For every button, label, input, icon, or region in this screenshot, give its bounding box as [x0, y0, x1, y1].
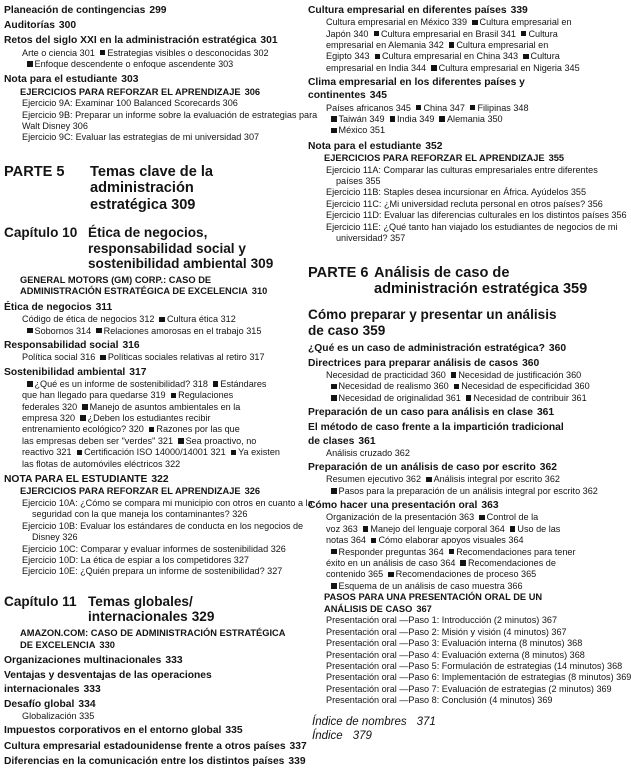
toc-entry[interactable]: Nota para el estudiante 303: [4, 74, 139, 86]
toc-subentries: Necesidad de originalidad 361 Necesidad de contribuir 361: [308, 393, 596, 404]
toc-step[interactable]: Presentación oral —Paso 5: Formulación de estrategias (14 minutos) 368: [326, 661, 623, 672]
toc-exercise-cont: países 355: [336, 176, 381, 187]
bullet-square-icon: [331, 116, 337, 122]
toc-entry[interactable]: Retos del siglo XXI en la administración estratégica 301: [4, 35, 278, 47]
part-6-heading[interactable]: PARTE 6 Análisis de caso de administración estratégica 359: [308, 264, 588, 297]
index-links: [308, 715, 596, 743]
toc-subentries: reactivo 321 Certificación ISO 14000/14001 321 Ya existen: [22, 447, 280, 458]
toc-exercise[interactable]: Ejercicio 11D: Evaluar las diferencias culturales en los distintos países 356: [326, 210, 627, 221]
toc-entry[interactable]: Clima empresarial en los diferentes países y continentes 345: [308, 77, 525, 102]
toc-subentries: federales 320 Manejo de asuntos ambientales en la: [22, 401, 241, 412]
toc-subentries: Enfoque descendente o enfoque ascendente 303: [4, 59, 294, 70]
bullet-square-icon: [449, 42, 455, 48]
toc-exercise[interactable]: Ejercicio 10E: ¿Quién prepara un informe de sostenibilidad? 327: [22, 566, 283, 577]
toc-subentries: Necesidad de realismo 360 Necesidad de especificidad 360: [308, 381, 596, 392]
toc-entry[interactable]: Preparación de un caso para análisis en clase 361: [308, 407, 555, 419]
bullet-square-icon: [431, 65, 437, 71]
toc-subentries: Responder preguntas 364 Recomendaciones para tener: [308, 547, 596, 558]
toc-entry[interactable]: Ética de negocios 311: [4, 302, 113, 314]
toc-subentries: Código de ética de negocios 312 Cultura ética 312: [22, 314, 236, 325]
toc-entry[interactable]: Auditorías 300: [4, 20, 77, 32]
bullet-square-icon: [466, 395, 472, 401]
toc-subentries: voz 363 Manejo del lenguaje corporal 364 Uso de las: [326, 523, 561, 534]
bullet-square-icon: [331, 128, 337, 134]
toc-exercise[interactable]: Ejercicio 9C: Evaluar las estrategias de mi universidad 307: [22, 132, 260, 143]
toc-step[interactable]: Presentación oral —Paso 2: Misión y visión (4 minutos) 367: [326, 626, 567, 637]
toc-subentries: Egipto 343 Cultura empresarial en China 343 Cultura: [326, 51, 560, 62]
toc-entry[interactable]: NOTA PARA EL ESTUDIANTE 322: [4, 474, 169, 486]
toc-exercises-heading[interactable]: EJERCICIOS PARA REFORZAR EL APRENDIZAJE 355: [324, 153, 565, 164]
bullet-square-icon: [451, 372, 457, 378]
subject-index-link[interactable]: Índice 379: [312, 729, 372, 742]
bullet-square-icon: [331, 549, 337, 555]
toc-subentries: empresarial en Alemania 342 Cultura empresarial en: [326, 40, 549, 51]
toc-entry[interactable]: Nota para el estudiante 352: [308, 140, 443, 152]
bullet-square-icon: [159, 317, 165, 323]
bullet-square-icon: [470, 105, 476, 111]
toc-subentries: Organización de la presentación 363 Control de la: [326, 512, 539, 523]
toc-subentries: Taiwán 349 India 349 Alemania 350: [308, 114, 596, 125]
bullet-square-icon: [80, 415, 86, 421]
toc-subentries: Sobornos 314 Relaciones amorosas en el trabajo 315: [4, 326, 294, 337]
toc-subentries: Globalización 335: [22, 710, 95, 721]
bullet-square-icon: [523, 54, 529, 60]
toc-subentries: Análisis cruzado 362: [326, 447, 410, 458]
toc-subentries: éxito en un análisis de caso 364 Recomendaciones de: [326, 557, 556, 568]
toc-case-heading[interactable]: GENERAL MOTORS (GM) CORP.: CASO DE ADMINISTRACIÓN ESTRATÉGICA DE EXCELENCIA 310: [20, 274, 268, 297]
toc-subentries: ¿Qué es un informe de sostenibilidad? 318 Estándares: [4, 379, 294, 390]
toc-step[interactable]: Presentación oral —Paso 4: Evaluación externa (8 minutos) 368: [326, 649, 585, 660]
bullet-square-icon: [96, 328, 102, 334]
bullet-square-icon: [426, 477, 432, 483]
toc-exercise[interactable]: Ejercicio 10A: ¿Cómo se compara mi municipio con otros en cuanto a la: [22, 497, 313, 508]
bullet-square-icon: [331, 384, 337, 390]
toc-entry[interactable]: Planeación de contingencias 299: [4, 5, 167, 16]
toc-exercises-heading[interactable]: EJERCICIOS PARA REFORZAR EL APRENDIZAJE 306: [20, 86, 261, 97]
bullet-square-icon: [178, 438, 184, 444]
toc-entry[interactable]: Ventajas y desventajas de las operaciones internacionales 333: [4, 670, 212, 695]
toc-exercise-cont: Walt Disney 306: [22, 121, 88, 132]
toc-entry[interactable]: Directrices para preparar análisis de casos 360: [308, 357, 540, 369]
toc-exercise-cont: seguridad con la que maneja los contaminantes? 326: [32, 509, 248, 520]
bullet-square-icon: [454, 384, 460, 390]
toc-exercise[interactable]: Ejercicio 10C: Comparar y evaluar informes de sostenibilidad 326: [22, 543, 286, 554]
toc-entry[interactable]: El método de caso frente a la impartición tradicional de clases 361: [308, 422, 564, 447]
bullet-square-icon: [479, 515, 485, 521]
toc-step[interactable]: Presentación oral —Paso 8: Conclusión (4 minutos) 369: [326, 695, 553, 706]
bullet-square-icon: [363, 526, 369, 532]
bullet-square-icon: [27, 328, 33, 334]
toc-entry[interactable]: Preparación de un análisis de caso por escrito 362: [308, 462, 557, 474]
toc-step[interactable]: Presentación oral —Paso 3: Evaluación interna (8 minutos) 368: [326, 638, 583, 649]
bullet-square-icon: [390, 116, 396, 122]
toc-subentries: Japón 340 Cultura empresarial en Brasil 341 Cultura: [326, 28, 558, 39]
bullet-square-icon: [521, 31, 527, 37]
bullet-square-icon: [27, 61, 33, 67]
bullet-square-icon: [331, 583, 337, 589]
toc-subentries: Cultura empresarial en México 339 Cultura empresarial en: [326, 17, 572, 28]
toc-exercise[interactable]: Ejercicio 9B: Preparar un informe sobre la evaluación de estrategias para: [22, 109, 318, 120]
toc-exercise[interactable]: Ejercicio 11C: ¿Mi universidad recluta personal en otros países? 356: [326, 198, 603, 209]
bullet-square-icon: [416, 105, 422, 111]
toc-entry[interactable]: Cómo hacer una presentación oral 363: [308, 500, 499, 512]
bullet-square-icon: [388, 572, 394, 578]
bullet-square-icon: [100, 355, 106, 361]
bullet-square-icon: [331, 488, 337, 494]
toc-subentries: empresarial en India 344 Cultura empresarial en Nigeria 345: [326, 62, 580, 73]
toc-left-column: [4, 4, 318, 768]
toc-exercise-cont: Disney 326: [32, 532, 78, 543]
toc-entry[interactable]: Responsabilidad social 316: [4, 340, 140, 352]
bullet-square-icon: [449, 549, 455, 555]
bullet-square-icon: [27, 381, 33, 387]
bullet-square-icon: [371, 538, 377, 544]
bullet-square-icon: [331, 395, 337, 401]
toc-subentries: contenido 365 Recomendaciones de proceso 365: [326, 569, 537, 580]
chapter-11-heading[interactable]: Capítulo 11 Temas globales/ internacionales 329: [4, 593, 215, 625]
bullet-square-icon: [77, 450, 83, 456]
toc-entry[interactable]: ¿Qué es un caso de administración estratégica? 360: [308, 342, 567, 354]
toc-entry[interactable]: Sostenibilidad ambiental 317: [4, 366, 147, 378]
bullet-square-icon: [460, 560, 466, 566]
toc-exercise[interactable]: Ejercicio 10D: La ética de espiar a los competidores 327: [22, 554, 249, 565]
toc-entry[interactable]: Cultura empresarial en diferentes países 339: [308, 5, 528, 16]
toc-subentries: las flotas de automóviles eléctricos 322: [22, 458, 181, 469]
toc-subentries: entrenamiento ecológico? 320 Razones por las que: [22, 424, 240, 435]
toc-case-heading[interactable]: AMAZON.COM: CASO DE ADMINISTRACIÓN ESTRATÉGICA DE EXCELENCIA 330: [20, 627, 286, 650]
bullet-square-icon: [439, 116, 445, 122]
toc-step[interactable]: Presentación oral —Paso 1: Introducción (2 minutos) 367: [326, 615, 558, 626]
bullet-square-icon: [171, 393, 177, 399]
toc-exercises-heading[interactable]: PASOS PARA UNA PRESENTACIÓN ORAL DE UN ANÁLISIS DE CASO 367: [324, 592, 543, 614]
toc-subentries: Países africanos 345 China 347 Filipinas 348: [326, 102, 529, 113]
toc-subentries: Resumen ejecutivo 362 Análisis integral por escrito 362: [326, 474, 560, 485]
toc-right-column: [308, 4, 631, 743]
toc-subentries: Arte o ciencia 301 Estrategias visibles o desconocidas 302: [22, 47, 269, 58]
chapter-10-heading[interactable]: Capítulo 10 Ética de negocios, responsabilidad social y sostenibilidad ambiental 309: [4, 225, 274, 272]
toc-exercise[interactable]: Ejercicio 11A: Comparar las culturas empresariales entre diferentes: [326, 164, 598, 175]
toc-exercise[interactable]: Ejercicio 11B: Staples desea incursionar en África. Ayúdelos 355: [326, 187, 587, 198]
toc-subentries: México 351: [308, 125, 596, 136]
toc-exercise-cont: universidad? 357: [336, 233, 406, 244]
bullet-square-icon: [82, 404, 88, 410]
toc-exercise[interactable]: Ejercicio 10B: Evaluar los estándares de conducta en los negocios de: [22, 520, 304, 531]
toc-subentries: notas 364 Cómo elaborar apoyos visuales 364: [326, 535, 524, 546]
bullet-square-icon: [375, 54, 381, 60]
toc-subentries: empresa 320 ¿Deben los estudiantes recibir: [22, 413, 211, 424]
bullet-square-icon: [472, 20, 478, 26]
toc-entry[interactable]: Impuestos corporativos en el entorno global 335: [4, 725, 243, 737]
case-analysis-heading[interactable]: Cómo preparar y presentar un análisis de caso 359: [308, 307, 557, 338]
toc-entry[interactable]: Diferencias en la comunicación entre los distintos países 339: [4, 755, 306, 767]
toc-subentries: las empresas deben ser "verdes" 321 Sea proactivo, no: [22, 435, 257, 446]
bullet-square-icon: [510, 526, 516, 532]
toc-exercises-heading[interactable]: EJERCICIOS PARA REFORZAR EL APRENDIZAJE 326: [20, 486, 261, 497]
toc-entry[interactable]: Organizaciones multinacionales 333: [4, 655, 183, 667]
bullet-square-icon: [100, 50, 106, 56]
bullet-square-icon: [374, 31, 380, 37]
toc-exercise[interactable]: Ejercicio 9A: Examinar 100 Balanced Scorecards 306: [22, 98, 238, 109]
bullet-square-icon: [149, 427, 155, 433]
toc-entry[interactable]: Cultura empresarial estadounidense frente a otros países 337: [4, 740, 307, 752]
toc-step[interactable]: Presentación oral —Paso 7: Evaluación de estrategias (2 minutos) 369: [326, 683, 612, 694]
toc-subentries: Esquema de un análisis de caso muestra 366: [308, 581, 596, 592]
toc-subentries: que han llegado para quedarse 319 Regulaciones: [22, 390, 234, 401]
toc-entry[interactable]: Desafío global 334: [4, 698, 96, 710]
toc-subentries: Política social 316 Políticas sociales relativas al retiro 317: [22, 352, 265, 363]
toc-subentries: Necesidad de practicidad 360 Necesidad de justificación 360: [326, 369, 582, 380]
toc-subentries: Pasos para la preparación de un análisis integral por escrito 362: [308, 486, 596, 497]
part-5-heading[interactable]: PARTE 5 Temas clave de la administración estratégica 309: [4, 163, 214, 213]
bullet-square-icon: [231, 450, 237, 456]
toc-step[interactable]: Presentación oral —Paso 6: Implementación de estrategias (8 minutos) 369: [326, 672, 631, 683]
toc-exercise[interactable]: Ejercicio 11E: ¿Qué tanto han viajado los estudiantes de negocios de mi: [326, 221, 618, 232]
name-index-link[interactable]: Índice de nombres 371: [312, 715, 436, 728]
bullet-square-icon: [213, 381, 219, 387]
